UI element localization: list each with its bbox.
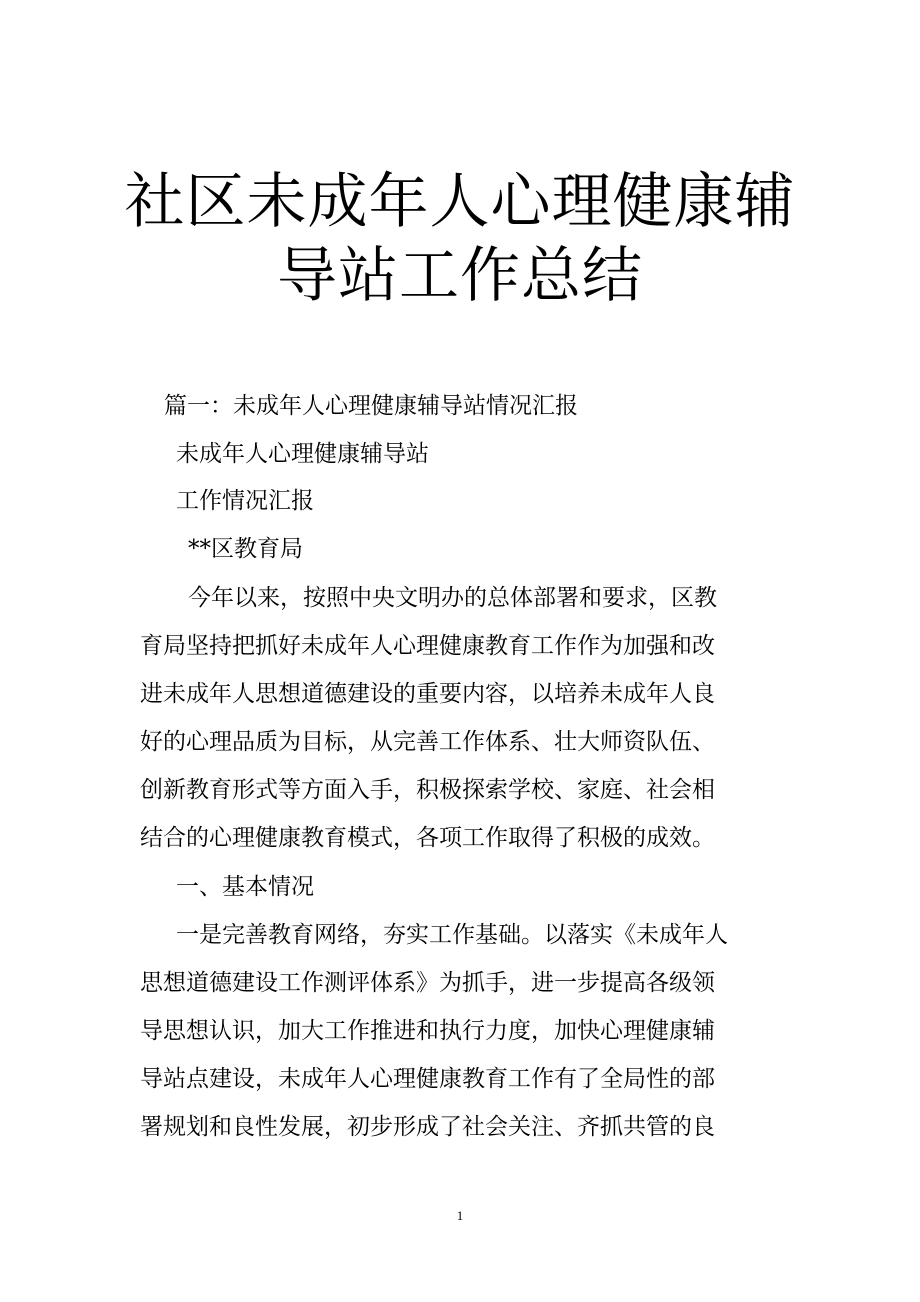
report-author: **区教育局 [188, 536, 303, 562]
report-title-line-2: 工作情况汇报 [176, 488, 314, 514]
page-number: 1 [456, 1208, 464, 1223]
body-line: 好的心理品质为目标，从完善工作体系、壮大师资队伍、 [140, 729, 715, 755]
body-line: 进未成年人思想道德建设的重要内容，以培养未成年人良 [140, 681, 715, 707]
body-line: 署规划和良性发展，初步形成了社会关注、齐抓共管的良 [140, 1114, 715, 1140]
body-line: 一是完善教育网络，夯实工作基础。以落实《未成年人 [176, 922, 728, 948]
body-line: 创新教育形式等方面入手，积极探索学校、家庭、社会相 [140, 777, 715, 803]
section-heading: 篇一：未成年人心理健康辅导站情况汇报 [164, 393, 578, 419]
subsection-heading: 一、基本情况 [176, 874, 314, 900]
body-line: 导思想认识，加大工作推进和执行力度，加快心理健康辅 [140, 1018, 715, 1044]
body-line: 育局坚持把抓好未成年人心理健康教育工作作为加强和改 [140, 633, 715, 659]
body-line: 导站点建设，未成年人心理健康教育工作有了全局性的部 [140, 1066, 715, 1092]
body-line: 结合的心理健康教育模式，各项工作取得了积极的成效。 [140, 825, 715, 851]
body-line: 思想道德建设工作测评体系》为抓手，进一步提高各级领 [140, 970, 715, 996]
body-line: 今年以来，按照中央文明办的总体部署和要求，区教 [188, 585, 717, 611]
report-title-line-1: 未成年人心理健康辅导站 [176, 441, 429, 467]
document-title-line-2: 导站工作总结 [277, 241, 643, 311]
document-title-line-1: 社区未成年人心理健康辅 [124, 167, 796, 237]
